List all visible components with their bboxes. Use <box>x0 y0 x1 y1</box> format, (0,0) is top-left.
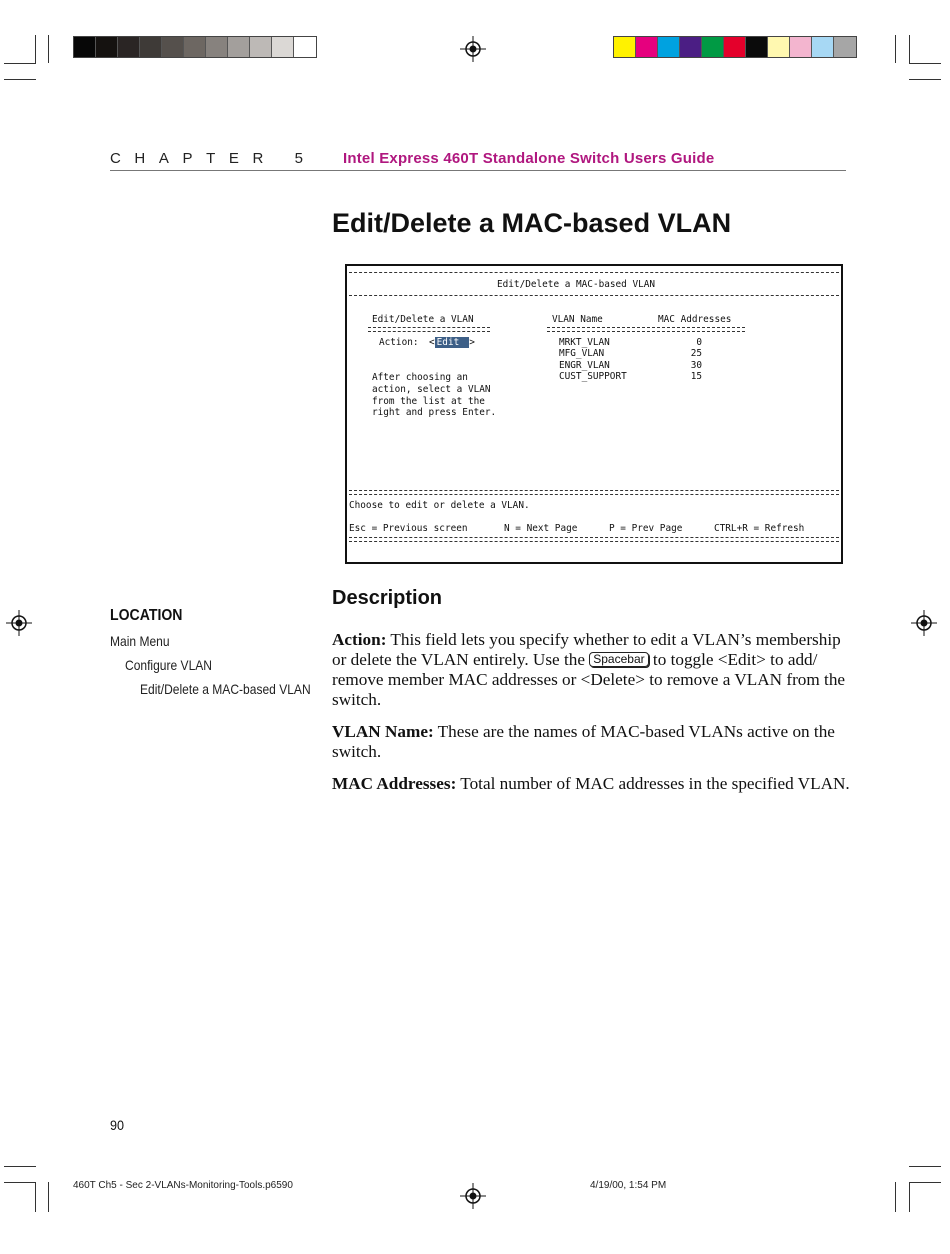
color-swatch <box>206 37 228 57</box>
chapter-title: Intel Express 460T Standalone Switch Users Guide <box>343 150 715 167</box>
color-swatch <box>768 37 790 57</box>
key-next-page[interactable]: N = Next Page <box>504 523 578 534</box>
instruction-line: After choosing an <box>372 372 468 383</box>
color-swatch <box>790 37 812 57</box>
crop-mark <box>909 1166 941 1167</box>
column-header-mac-addresses: MAC Addresses <box>658 314 732 325</box>
color-swatch <box>74 37 96 57</box>
vlan-row-count: 30 <box>690 360 702 371</box>
vlan-name-term: VLAN Name: <box>332 722 434 741</box>
key-previous-screen[interactable]: Esc = Previous screen <box>349 523 468 534</box>
page-title: Edit/Delete a MAC-based VLAN <box>332 208 732 238</box>
instruction-line: from the list at the <box>372 396 485 407</box>
page-number: 90 <box>110 1117 125 1133</box>
crop-mark <box>909 35 910 63</box>
crop-mark <box>4 79 36 80</box>
registration-mark-icon <box>6 610 32 636</box>
crop-mark <box>35 35 36 63</box>
location-heading: LOCATION <box>110 607 183 624</box>
instruction-line: action, select a VLAN <box>372 384 491 395</box>
color-swatch <box>184 37 206 57</box>
location-path-item[interactable]: Configure VLAN <box>125 657 213 673</box>
crop-mark <box>909 1182 910 1212</box>
color-swatch <box>614 37 636 57</box>
chapter-header <box>110 150 846 171</box>
vlan-row-name[interactable]: CUST_SUPPORT <box>559 371 627 382</box>
key-refresh[interactable]: CTRL+R = Refresh <box>714 523 805 534</box>
registration-mark-icon <box>460 36 486 62</box>
vlan-name-text: These are the names of MAC-based VLANs active on the switch. <box>332 722 835 761</box>
key-prev-page[interactable]: P = Prev Page <box>609 523 683 534</box>
location-path-item[interactable]: Main Menu <box>110 633 170 649</box>
action-paragraph <box>332 630 852 710</box>
color-swatch <box>680 37 702 57</box>
action-text-after: to toggle <Edit> to add/ remove member MAC addresses or <Delete> to remove a VLAN from the switch. <box>332 650 846 709</box>
table-underline <box>547 327 745 332</box>
divider <box>349 272 839 273</box>
heading-underline <box>368 327 490 332</box>
terminal-screenshot <box>345 264 843 564</box>
mac-addresses-term: MAC Addresses: <box>332 774 457 793</box>
color-swatch <box>636 37 658 57</box>
vlan-row-name[interactable]: ENGR_VLAN <box>559 360 610 371</box>
crop-mark <box>4 1182 36 1183</box>
vlan-name-paragraph <box>332 722 852 762</box>
crop-mark <box>48 35 49 63</box>
color-swatch <box>140 37 162 57</box>
vlan-row-name[interactable]: MRKT_VLAN <box>559 337 610 348</box>
crop-mark <box>895 1182 896 1212</box>
divider <box>349 537 839 542</box>
terminal-title: Edit/Delete a MAC-based VLAN <box>497 279 656 290</box>
color-swatch <box>834 37 856 57</box>
description-heading: Description <box>332 587 443 609</box>
color-swatch <box>118 37 140 57</box>
registration-mark-icon <box>460 1183 486 1209</box>
crop-mark <box>48 1182 49 1212</box>
crop-mark <box>909 63 941 64</box>
vlan-row-count: 25 <box>690 348 702 359</box>
color-swatch <box>272 37 294 57</box>
crop-mark <box>4 1166 36 1167</box>
action-value[interactable]: Edit <box>435 337 470 348</box>
chapter-label: CHAPTER 5 <box>110 150 317 167</box>
mac-addresses-text: Total number of MAC addresses in the specified VLAN. <box>456 774 850 793</box>
color-swatch <box>96 37 118 57</box>
action-selector[interactable]: < Edit > <box>429 337 475 348</box>
status-message: Choose to edit or delete a VLAN. <box>349 500 530 511</box>
registration-mark-icon <box>911 610 937 636</box>
spacebar-key-icon: Spacebar <box>589 652 648 667</box>
color-swatch <box>294 37 316 57</box>
instruction-line: right and press Enter. <box>372 407 497 418</box>
vlan-row-name[interactable]: MFG_VLAN <box>559 348 605 359</box>
action-term: Action: <box>332 630 387 649</box>
color-swatch <box>250 37 272 57</box>
color-calibration-bar <box>613 36 857 58</box>
footer-date: 4/19/00, 1:54 PM <box>590 1180 667 1191</box>
color-swatch <box>162 37 184 57</box>
footer-filename: 460T Ch5 - Sec 2-VLANs-Monitoring-Tools.p6590 <box>73 1180 293 1191</box>
crop-mark <box>4 63 36 64</box>
crop-mark <box>35 1182 36 1212</box>
color-swatch <box>658 37 680 57</box>
color-swatch <box>812 37 834 57</box>
color-swatch <box>724 37 746 57</box>
divider <box>349 295 839 296</box>
vlan-row-count: 0 <box>696 337 702 348</box>
color-swatch <box>702 37 724 57</box>
column-header-vlan-name: VLAN Name <box>552 314 603 325</box>
grayscale-color-bar <box>73 36 317 58</box>
crop-mark <box>909 79 941 80</box>
action-text-before: This field lets you specify whether to edit a VLAN’s membership or delete the VLAN entirely. Use the <box>332 630 841 669</box>
location-path-item[interactable]: Edit/Delete a MAC-based VLAN <box>140 681 311 697</box>
vlan-row-count: 15 <box>690 371 702 382</box>
divider <box>349 490 839 495</box>
color-swatch <box>746 37 768 57</box>
action-label: Action: <box>379 337 419 348</box>
color-swatch <box>228 37 250 57</box>
crop-mark <box>895 35 896 63</box>
crop-mark <box>909 1182 941 1183</box>
edit-delete-heading: Edit/Delete a VLAN <box>372 314 474 325</box>
mac-addresses-paragraph <box>332 774 862 794</box>
